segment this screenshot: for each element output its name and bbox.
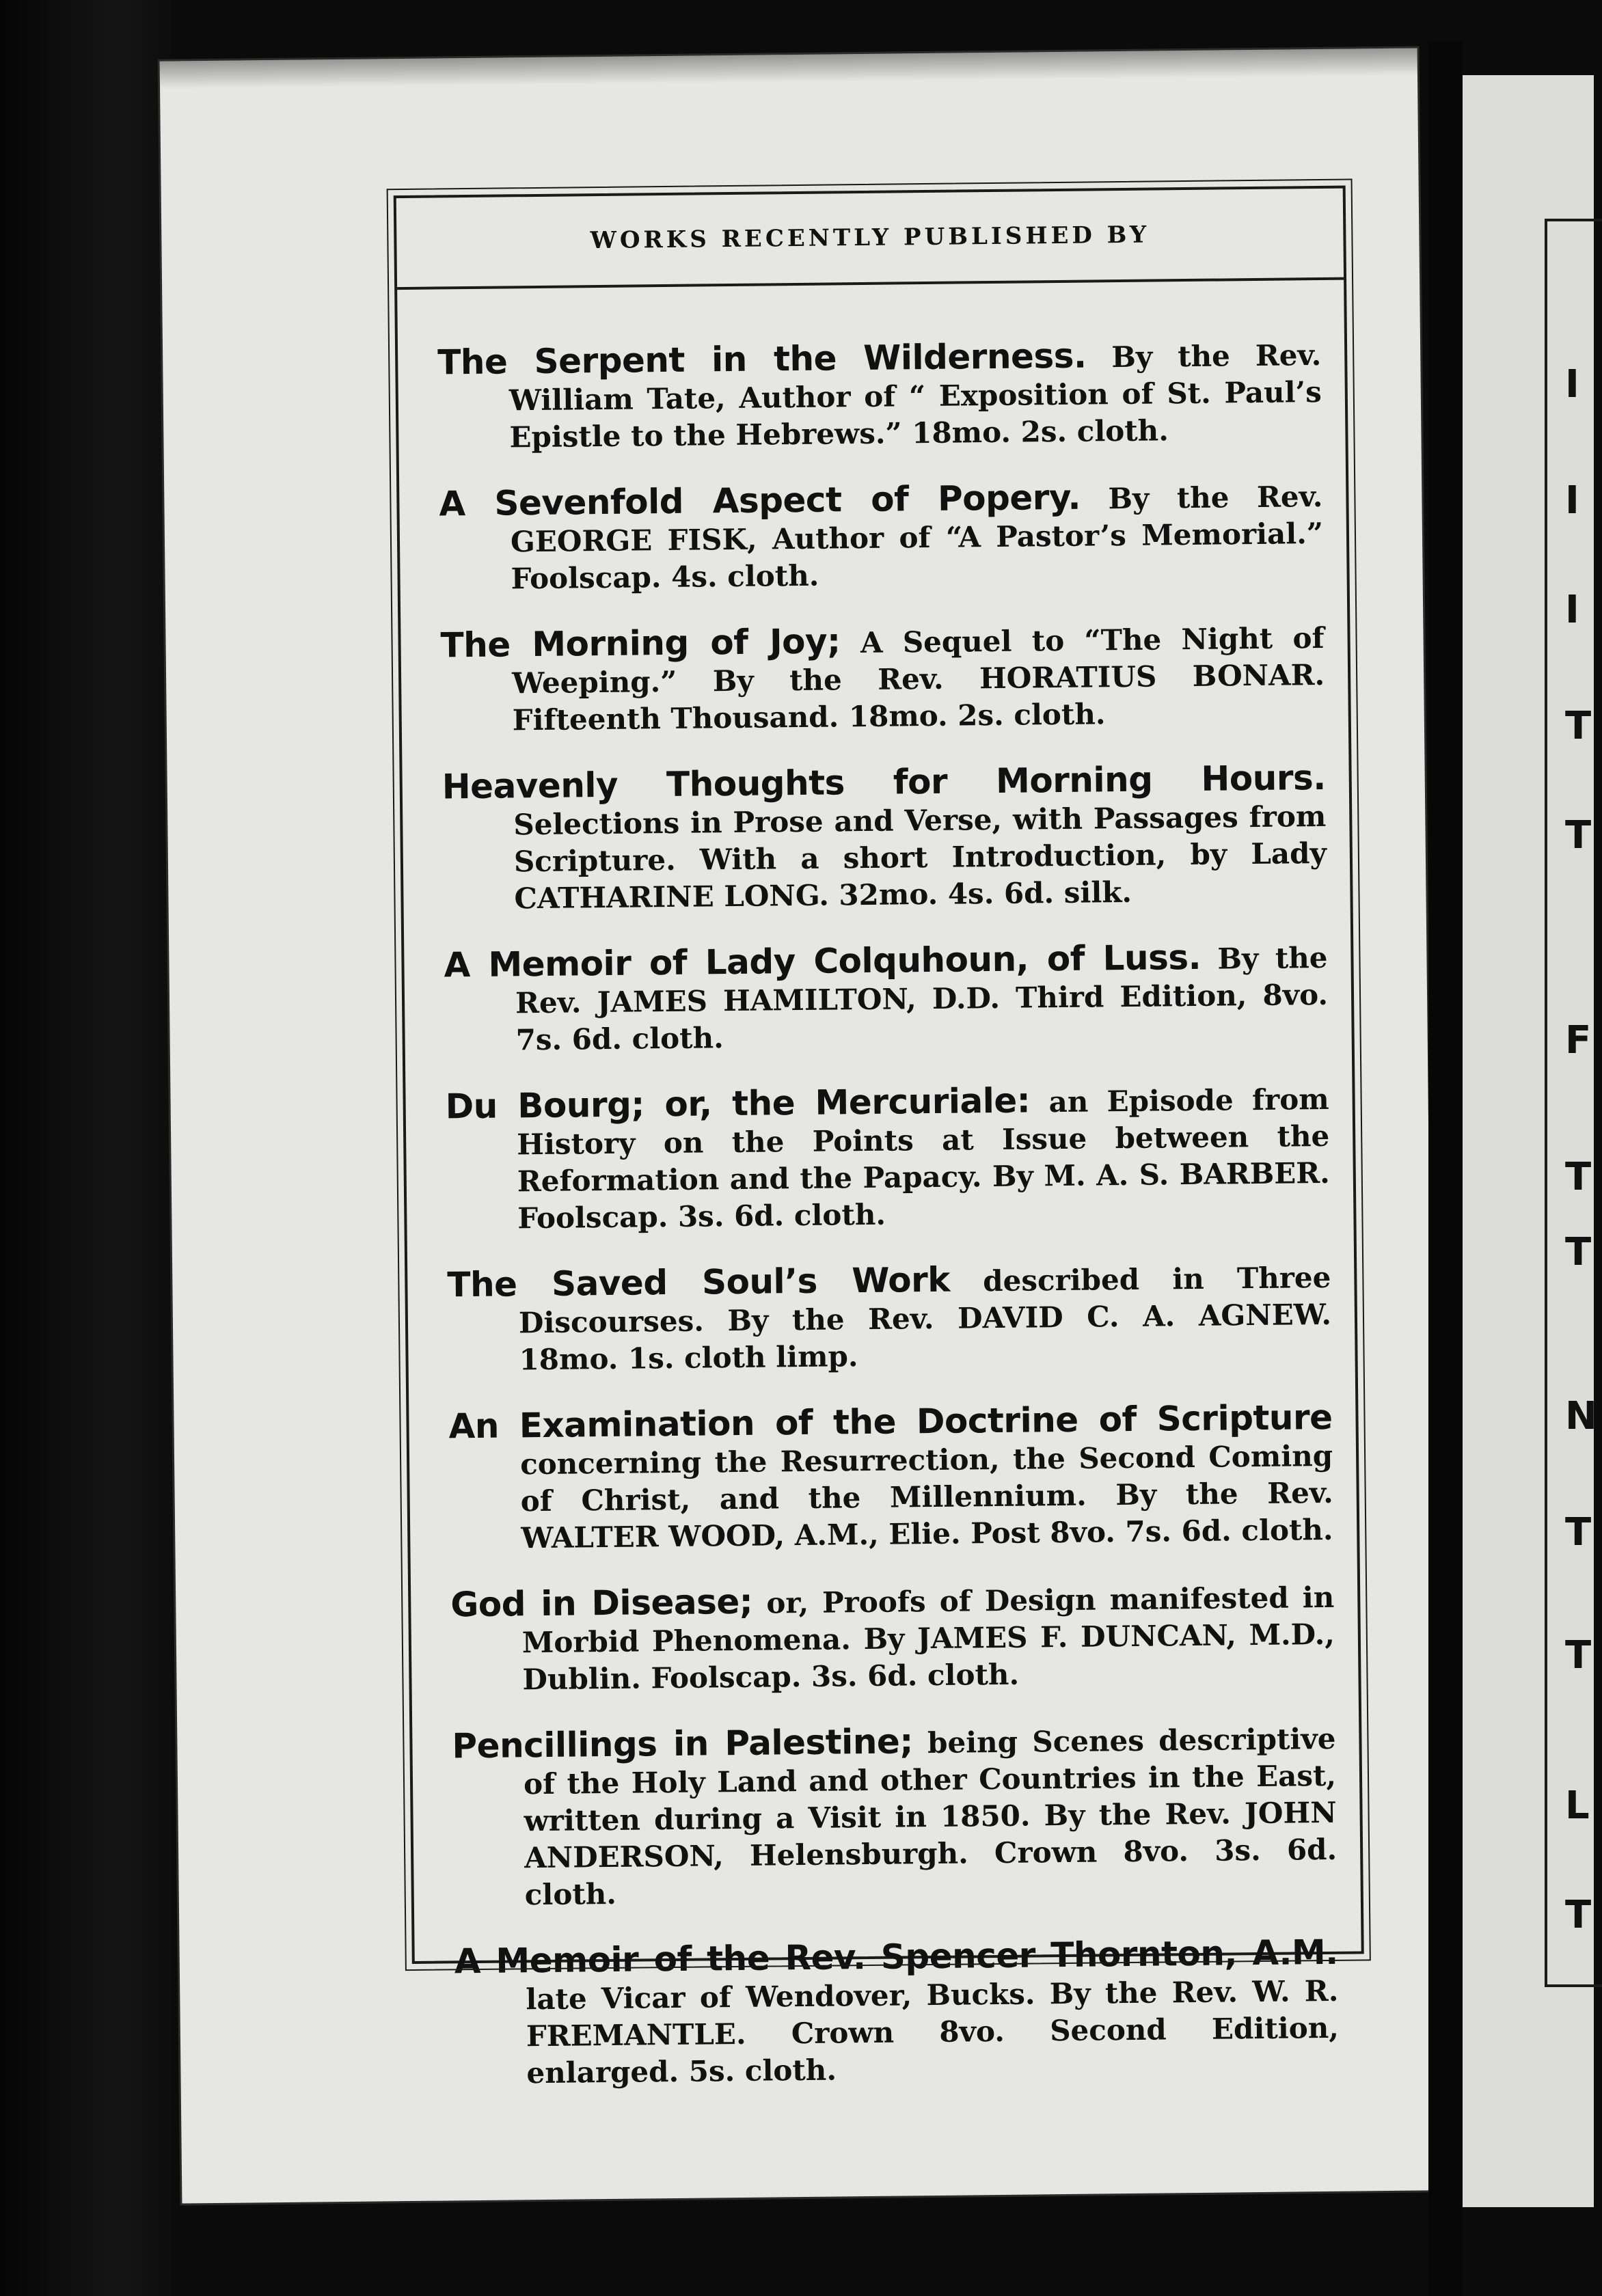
book-description: described in Three Discourses. By the Rev. DAVID C. A. AGNEW. 18mo. 1s. cloth limp. [518, 1260, 1332, 1377]
book-title: The Serpent in the Wilderness. [437, 336, 1087, 383]
book-title: A Sevenfold Aspect of Popery. [439, 477, 1081, 524]
facing-page-letter: N [1565, 1394, 1597, 1438]
facing-page-letter: I [1565, 478, 1579, 523]
book-description: late Vicar of Wendover, Bucks. By the Rev. W. R. FREMANTLE. Crown 8vo. Second Edition, enlarged. 5s. cloth. [526, 1973, 1340, 2090]
book-entry [440, 618, 1325, 740]
book-entry [437, 335, 1322, 457]
book-entry [447, 1257, 1332, 1380]
facing-page-letter: T [1565, 1510, 1592, 1555]
facing-page-letter: T [1565, 1230, 1592, 1274]
book-entry [450, 1577, 1335, 1699]
facing-page-letter: F [1565, 1018, 1592, 1063]
facing-page-letter: I [1565, 588, 1579, 632]
advertisement-frame [394, 186, 1364, 2090]
scan-background [0, 0, 171, 2296]
facing-page-letter: L [1565, 1784, 1590, 1828]
page-header: WORKS RECENTLY PUBLISHED BY [396, 189, 1344, 290]
facing-page-letter: T [1565, 1633, 1592, 1678]
book-entry [454, 1934, 1339, 2093]
book-list [397, 280, 1363, 2093]
book-description: Selections in Prose and Verse, with Passages from Scripture. With a short Introduction, by Lady CATHARINE LONG. 32mo. 4s. 6d. silk. [513, 799, 1327, 916]
facing-page-letter: T [1565, 1155, 1592, 1199]
book-title: Heavenly Thoughts for Morning Hours. [442, 757, 1327, 807]
page-shadow [160, 48, 1417, 88]
book-description: an Episode from History on the Points at Issue between the Reformation and the Papacy. By M. A. S. BARBER. Foolscap. 3s. 6d. cloth. [517, 1082, 1331, 1235]
facing-page-edge [1463, 75, 1597, 2207]
book-title: A Memoir of Lady Colquhoun, of Luss. [444, 937, 1202, 985]
facing-page-letter: I [1565, 362, 1579, 407]
book-title: An Examination of the Doctrine of Scripture [448, 1397, 1333, 1447]
book-page [160, 48, 1440, 2203]
book-entry [444, 938, 1329, 1060]
book-entry [452, 1719, 1338, 1915]
book-description: or, Proofs of Design manifested in Morbid Phenomena. By JAMES F. DUNCAN, M.D., Dublin. Foolscap. 3s. 6d. cloth. [521, 1580, 1335, 1697]
book-title: The Morning of Joy; [440, 621, 841, 666]
book-description: concerning the Resurrection, the Second Coming of Christ, and the Millennium. By the Rev. WALTER WOOD, A.M., Elie. Post 8vo. 7s. 6d. cloth. [519, 1438, 1333, 1555]
book-description: By the Rev. GEORGE FISK, Author of “A Pastor’s Memorial.” Foolscap. 4s. cloth. [510, 479, 1324, 596]
book-entry [448, 1399, 1333, 1558]
book-title: Du Bourg; or, the Mercuriale: [445, 1080, 1031, 1127]
book-description: being Scenes descriptive of the Holy Land and other Countries in the East, written during a Visit in 1850. By the Rev. JOHN ANDERSON, Helensburgh. Crown 8vo. 3s. 6d. cloth. [523, 1721, 1338, 1912]
book-entry [445, 1079, 1330, 1238]
book-entry [439, 476, 1324, 599]
book-title: Pencillings in Palestine; [452, 1721, 914, 1766]
book-gutter [1428, 41, 1463, 2296]
facing-page-letter: T [1565, 1893, 1592, 1937]
book-description: By the Rev. JAMES HAMILTON, D.D. Third Edition, 8vo. 7s. 6d. cloth. [515, 940, 1329, 1057]
book-title: The Saved Soul’s Work [447, 1259, 951, 1305]
book-entry [442, 759, 1327, 918]
facing-page-letter: T [1565, 813, 1592, 858]
book-title: God in Disease; [450, 1581, 753, 1625]
book-description: By the Rev. William Tate, Author of “ Exposition of St. Paul’s Epistle to the Hebrews.” 18mo. 2s. cloth. [508, 338, 1322, 454]
book-title: A Memoir of the Rev. Spencer Thornton, A.M. [454, 1932, 1339, 1982]
facing-page-letter: T [1565, 704, 1592, 748]
book-description: A Sequel to “The Night of Weeping.” By the Rev. HORATIUS BONAR. Fifteenth Thousand. 18mo. 2s. cloth. [511, 620, 1325, 737]
